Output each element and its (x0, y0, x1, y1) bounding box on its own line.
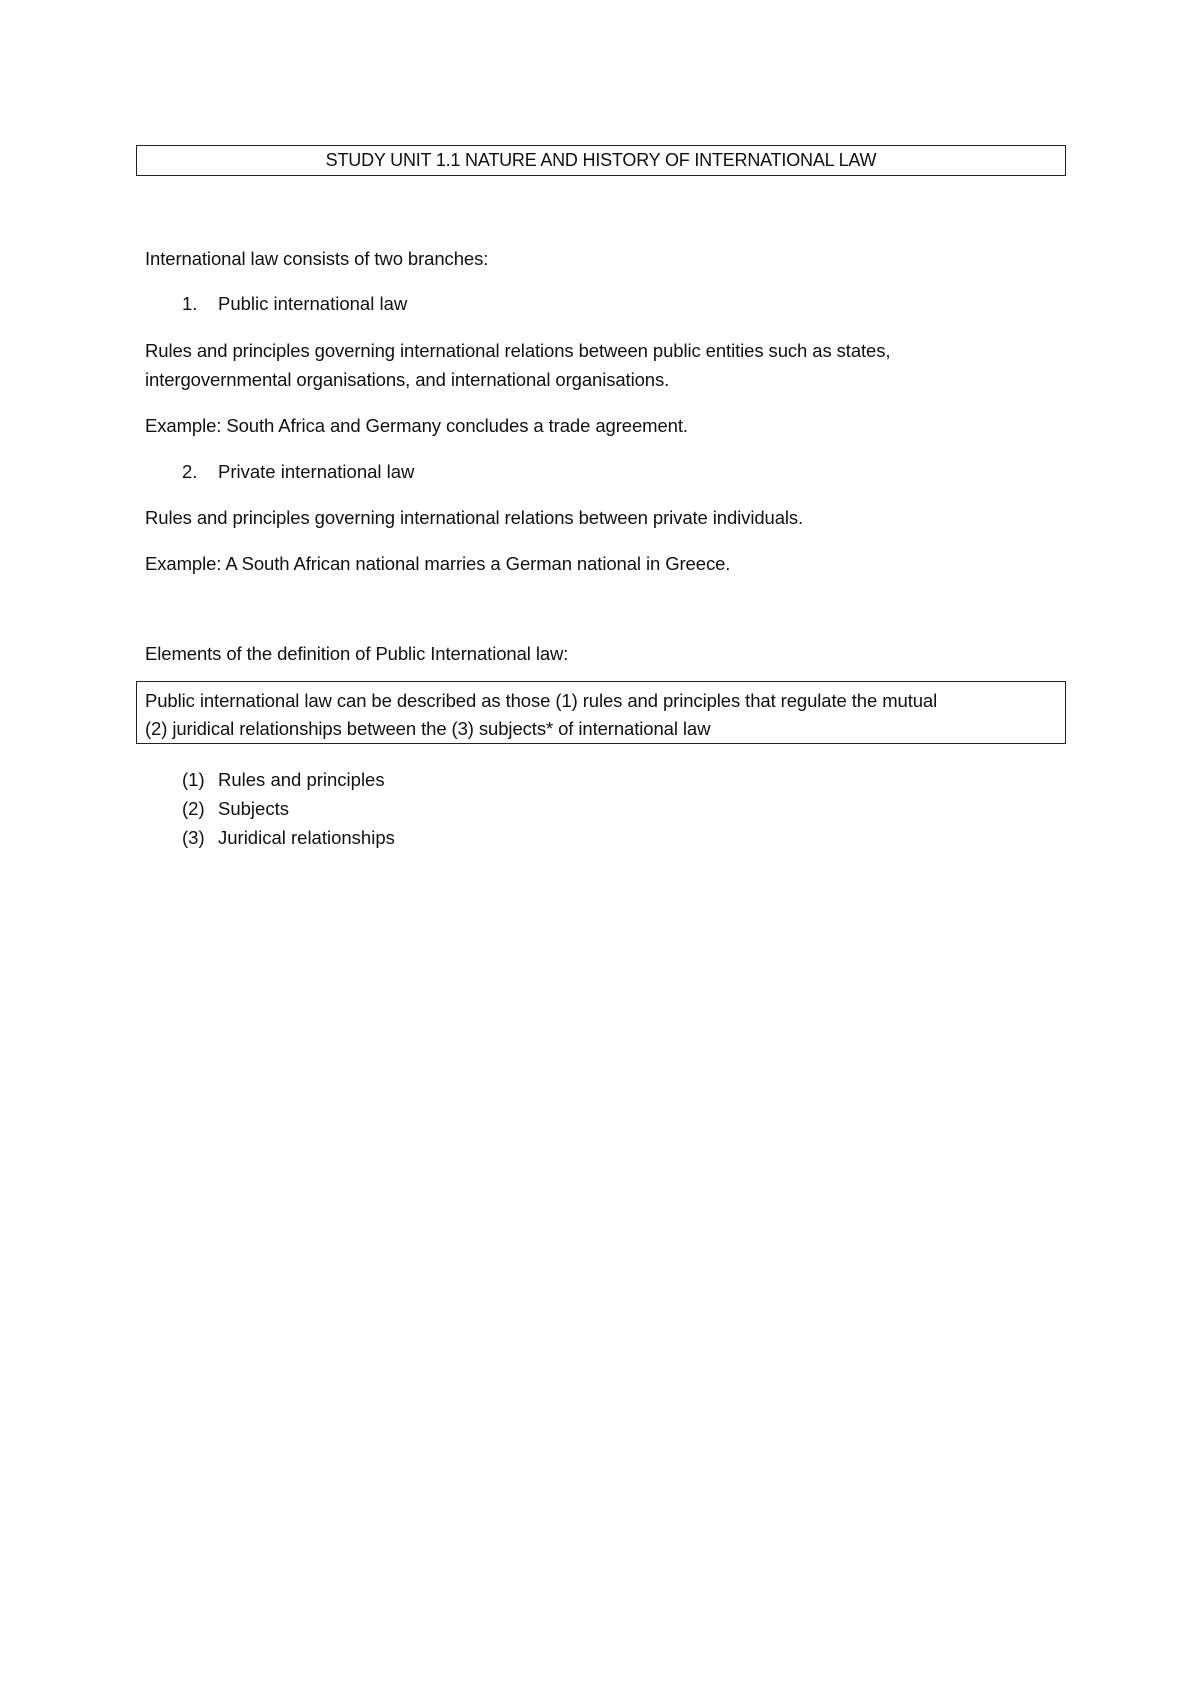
element-item-1 (182, 765, 385, 794)
branch-2-heading (182, 458, 414, 486)
list-marker: 2. (182, 461, 198, 482)
list-marker: (2) (182, 798, 205, 819)
elements-heading: Elements of the definition of Public International law: (145, 643, 569, 664)
definition-box (136, 681, 1066, 744)
branch-2-title: Private international law (218, 461, 415, 482)
branch-1-example: Example: South Africa and Germany concludes a trade agreement. (145, 415, 688, 436)
branch-2-description: Rules and principles governing international relations between private individuals. (145, 507, 804, 528)
definition-line-1: Public international law can be described as those (1) rules and principles that regulate the mutual (145, 690, 938, 711)
element-item-2 (182, 794, 289, 823)
branch-1-description-line-1: Rules and principles governing international relations between public entities such as states, (145, 340, 891, 361)
definition-line-2: (2) juridical relationships between the (3) subjects* of international law (145, 718, 711, 739)
branch-1-heading (182, 290, 407, 318)
element-item-3 (182, 823, 395, 852)
element-label: Subjects (218, 798, 289, 819)
branch-1-title: Public international law (218, 293, 408, 314)
element-label: Juridical relationships (218, 827, 395, 848)
intro-text: International law consists of two branches: (145, 248, 489, 269)
element-label: Rules and principles (218, 769, 385, 790)
branch-2-example: Example: A South African national marries a German national in Greece. (145, 553, 731, 574)
list-marker: 1. (182, 293, 198, 314)
branch-1-description-line-2: intergovernmental organisations, and international organisations. (145, 369, 670, 390)
list-marker: (3) (182, 827, 205, 848)
study-unit-title: STUDY UNIT 1.1 NATURE AND HISTORY OF INTERNATIONAL LAW (136, 145, 1066, 176)
list-marker: (1) (182, 769, 205, 790)
